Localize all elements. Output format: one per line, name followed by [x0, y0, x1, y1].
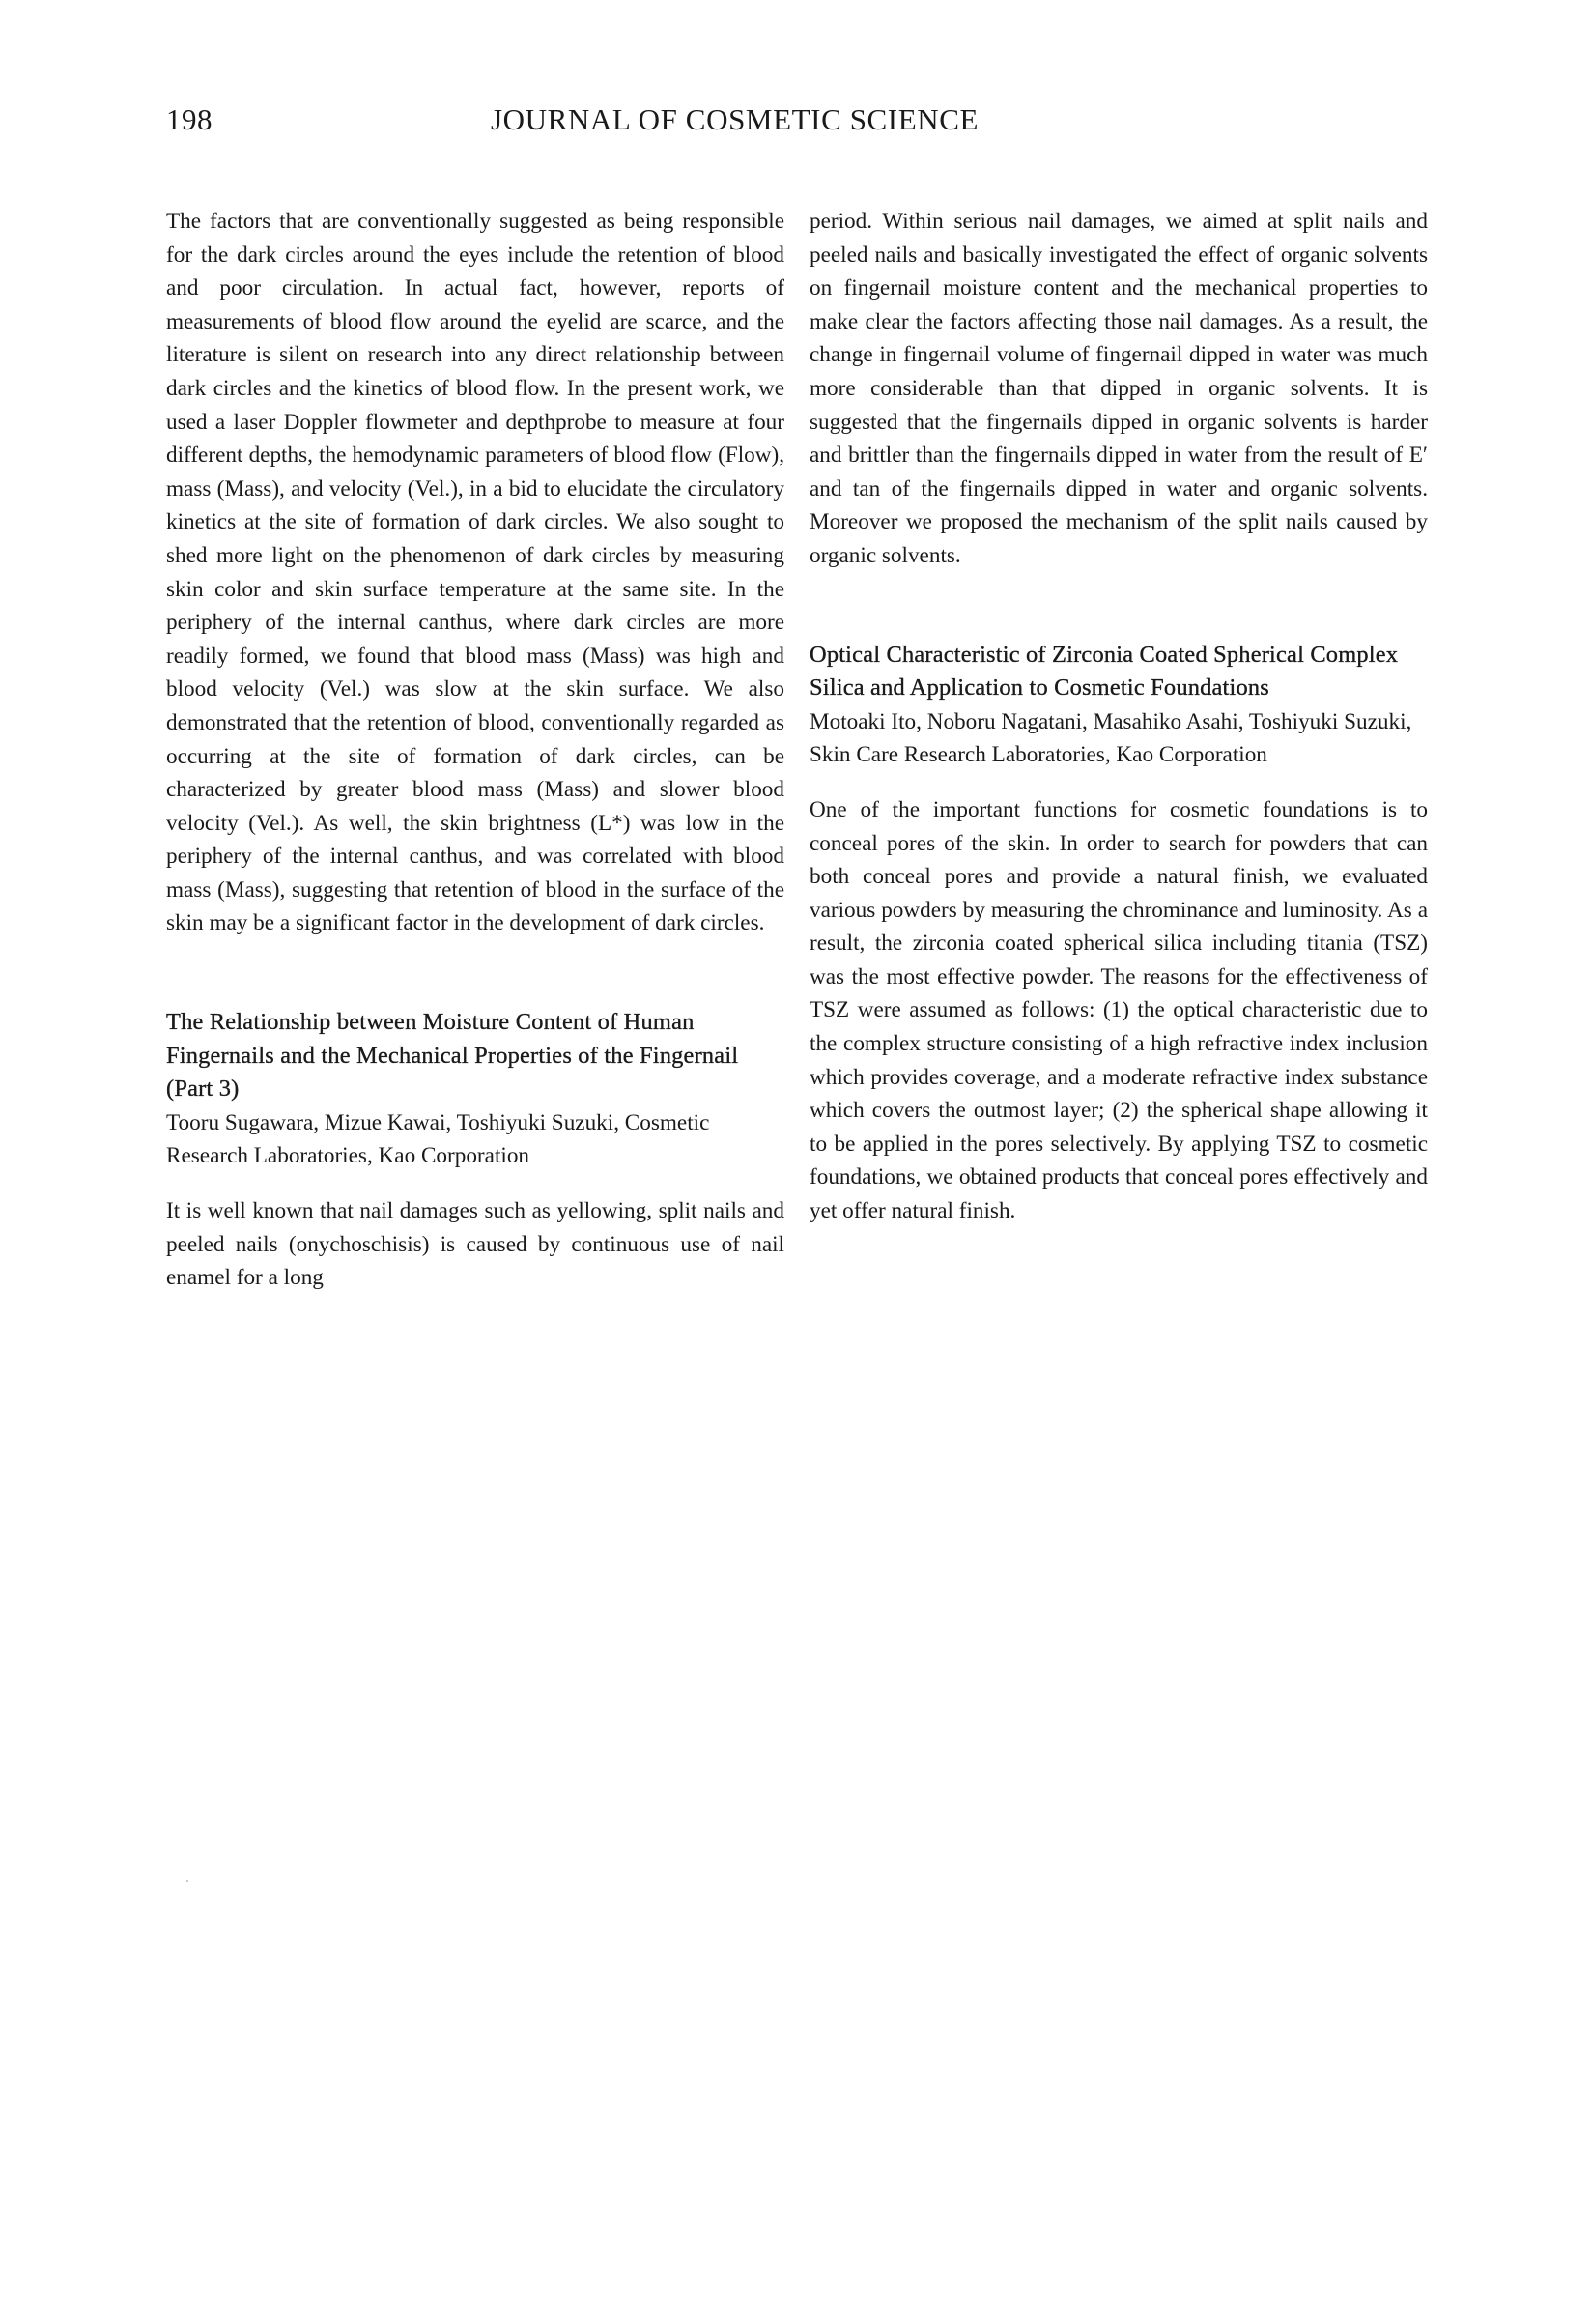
fingernail-article-title: The Relationship between Moisture Content of Human Fingernails and the Mechanical Properties of the Fingernail (Part 3): [166, 1009, 739, 1103]
section-spacer: [810, 573, 1428, 639]
fingernail-article: [166, 1006, 784, 1295]
zirconia-article: [810, 639, 1428, 1228]
fingernail-article-body-continued: period. Within serious nail damages, we aimed at split nails and peeled nails and basically investigated the effect of organic solvents on fingernail moisture content and the mechanical properties to make clear the factors affecting those nail damages. As a result, the change in fingernail volume of fingernail dipped in water was much more considerable than that dipped in organic solvents. It is suggested that the fingernails dipped in organic solvents is harder and brittler than the fingernails dipped in water from the result of E′ and tan of the fingernails dipped in water and organic solvents. Moreover we proposed the mechanism of the split nails caused by organic solvents.: [810, 209, 1428, 568]
section-spacer: [166, 1173, 784, 1194]
section-spacer: [166, 940, 784, 1006]
page-number: 198: [166, 102, 213, 136]
journal-title: JOURNAL OF COSMETIC SCIENCE: [491, 102, 980, 136]
right-column: [810, 205, 1428, 1228]
running-head: [0, 100, 1592, 139]
scan-speck: [186, 1880, 188, 1882]
fingernail-article-body: It is well known that nail damages such as yellowing, split nails and peeled nails (onychoschisis) is caused by continuous use of nail enamel for a long: [166, 1198, 784, 1291]
zirconia-article-title: Optical Characteristic of Zirconia Coated Spherical Complex Silica and Application to Cosmetic Foundations: [810, 641, 1399, 702]
dark-circles-abstract-continued: The factors that are conventionally suggested as being responsible for the dark circles around the eyes include the retention of blood and poor circulation. In actual fact, however, reports of measurements of blood flow around the eyelid are scarce, and the literature is silent on research into any direct relationship between dark circles and the kinetics of blood flow. In the present work, we used a laser Doppler flowmeter and depthprobe to measure at four different depths, the hemodynamic parameters of blood flow (Flow), mass (Mass), and velocity (Vel.), in a bid to elucidate the circulatory kinetics at the site of formation of dark circles. We also sought to shed more light on the phenomenon of dark circles by measuring skin color and skin surface temperature at the same site. In the periphery of the internal canthus, where dark circles are more readily formed, we found that blood mass (Mass) was high and blood velocity (Vel.) was slow at the skin surface. We also demonstrated that the retention of blood, conventionally regarded as occurring at the site of formation of dark circles, can be characterized by greater blood mass (Mass) and slower blood velocity (Vel.). As well, the skin brightness (L*) was low in the periphery of the internal canthus, and was correlated with blood mass (Mass), suggesting that retention of blood in the surface of the skin may be a significant factor in the development of dark circles.: [166, 209, 784, 936]
zirconia-article-body: One of the important functions for cosmetic foundations is to conceal pores of the skin. In order to search for powders that can both conceal pores and provide a natural finish, we evaluated various powders by measuring the chrominance and luminosity. As a result, the zirconia coated spherical silica including titania (TSZ) was the most effective powder. The reasons for the effectiveness of TSZ were assumed as follows: (1) the optical characteristic due to the complex structure consisting of a high refractive index inclusion which provides coverage, and a moderate refractive index substance which covers the outmost layer; (2) the spherical shape allowing it to be applied in the pores selectively. By applying TSZ to cosmetic foundations, we obtained products that conceal pores effectively and yet offer natural finish.: [810, 796, 1428, 1224]
section-spacer: [810, 772, 1428, 793]
left-column: [166, 205, 784, 1295]
zirconia-article-authors: Motoaki Ito, Noboru Nagatani, Masahiko Asahi, Toshiyuki Suzuki, Skin Care Research Laboratories, Kao Corporation: [810, 708, 1412, 768]
fingernail-article-authors: Tooru Sugawara, Mizue Kawai, Toshiyuki Suzuki, Cosmetic Research Laboratories, Kao Corporation: [166, 1109, 710, 1169]
